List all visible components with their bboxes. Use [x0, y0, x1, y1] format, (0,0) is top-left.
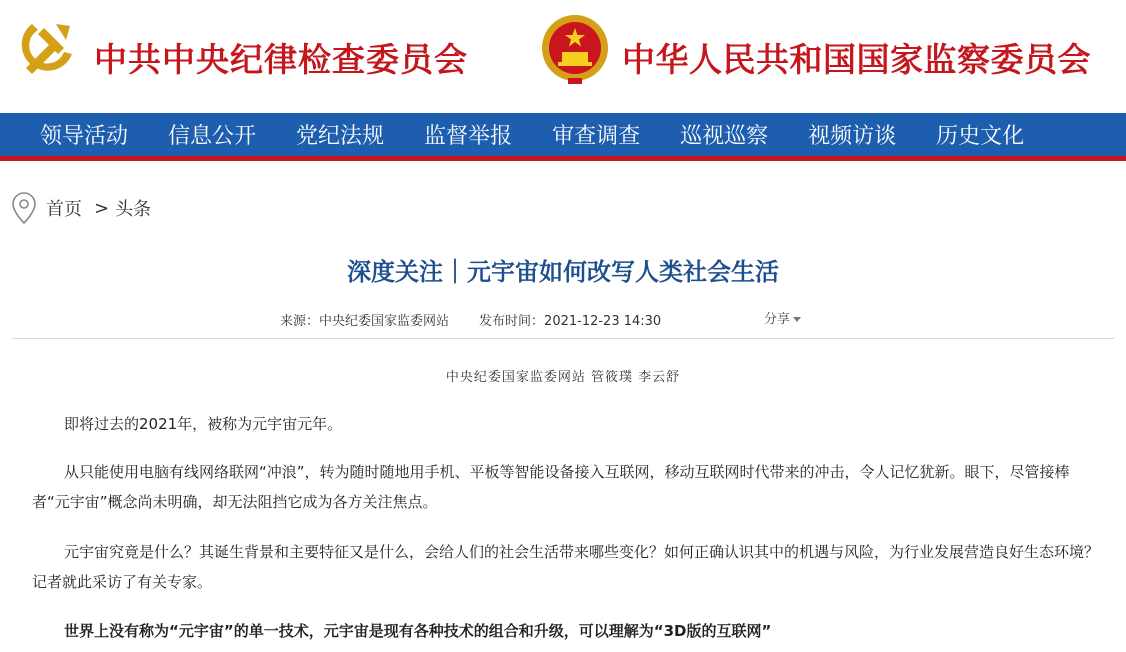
article-paragraph-2: 从只能使用电脑有线网络联网“冲浪”，转为随时随地用手机、平板等智能设备接入互联网，移动互联网时代带来的冲击，令人记忆犹新。眼下，尽管接棒者“元宇宙”概念尚未明确，却无法阻挡它成为各方关注焦点。 [32, 463, 1070, 511]
meta-divider [12, 338, 1114, 339]
nav-item-supervision-report[interactable]: 监督举报 [424, 124, 513, 149]
time-label: 发布时间： [479, 314, 545, 329]
breadcrumb-separator: > [94, 197, 110, 219]
article-paragraph-3: 元宇宙究竟是什么？其诞生背景和主要特征又是什么，会给人们的社会生活带来哪些变化？如何正确认识其中的机遇与风险，为行业发展营造良好生态环境？记者就此采访了有关专家。 [32, 543, 1100, 591]
source-value: 中央纪委国家监委网站 [319, 314, 450, 329]
main-nav [0, 113, 1126, 156]
nav-item-investigation[interactable]: 审查调查 [552, 124, 641, 149]
national-emblem-icon[interactable] [540, 10, 610, 88]
nav-item-history-culture[interactable]: 历史文化 [936, 124, 1025, 149]
breadcrumb-current[interactable]: 头条 [115, 199, 152, 220]
nav-item-party-regulations[interactable]: 党纪法规 [296, 124, 385, 149]
source-label: 来源： [280, 314, 320, 329]
article-meta [280, 310, 661, 329]
share-button[interactable] [764, 308, 801, 327]
nav-red-stripe [0, 156, 1126, 161]
time-value: 2021-12-23 14:30 [544, 314, 662, 329]
chevron-down-icon [793, 317, 801, 322]
site-header [0, 0, 1126, 113]
nav-item-video-interviews[interactable]: 视频访谈 [808, 124, 897, 149]
breadcrumb [12, 192, 151, 224]
cpc-title[interactable]: 中共中央纪律检查委员会 [94, 40, 468, 79]
breadcrumb-home[interactable]: 首页 [46, 199, 82, 220]
article-paragraph-1: 即将过去的2021年，被称为元宇宙元年。 [64, 415, 343, 433]
share-label: 分享 [764, 312, 791, 327]
article-subheading: 世界上没有称为“元宇宙”的单一技术，元宇宙是现有各种技术的组合和升级，可以理解为“3D版的互联网” [64, 622, 772, 640]
nsc-title[interactable]: 中华人民共和国国家监察委员会 [622, 40, 1091, 79]
nav-item-leadership[interactable]: 领导活动 [40, 124, 129, 149]
party-emblem-icon[interactable] [12, 14, 80, 82]
nav-item-inspection[interactable]: 巡视巡察 [680, 124, 769, 149]
article-title: 深度关注｜元宇宙如何改写人类社会生活 [347, 258, 779, 286]
location-pin-icon [12, 192, 36, 224]
nav-item-info-disclosure[interactable]: 信息公开 [168, 124, 257, 149]
article-byline: 中央纪委国家监委网站 管筱璞 李云舒 [445, 370, 681, 385]
